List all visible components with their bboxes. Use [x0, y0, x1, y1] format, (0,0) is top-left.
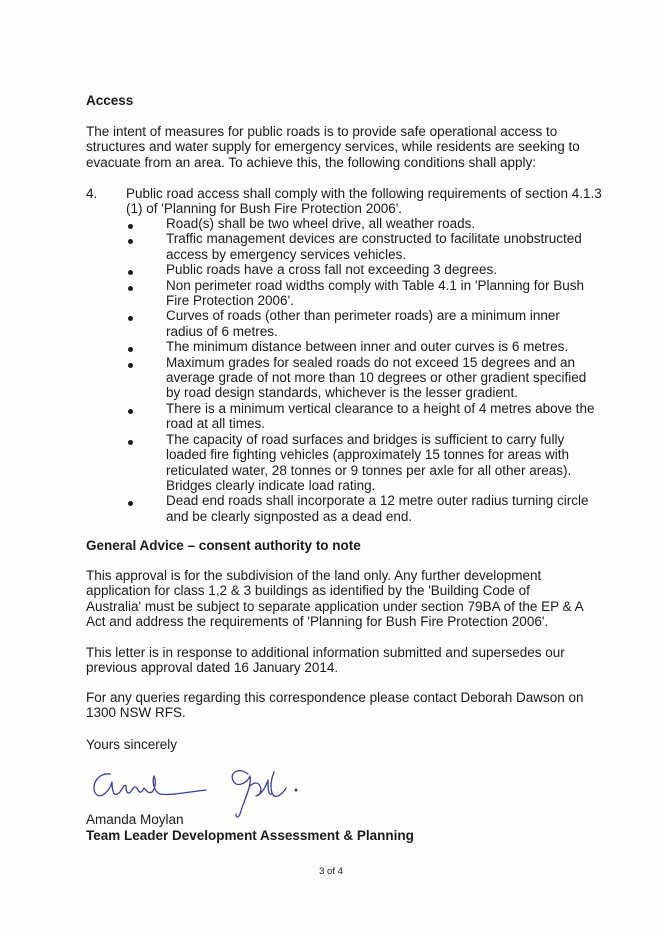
general-advice-paragraph-2: This letter is in response to additional information submitted and supersedes our previous approval dated 16 January 2014.	[86, 645, 565, 676]
signatory-name: Amanda Moylan	[86, 812, 184, 827]
list-item: Maximum grades for sealed roads do not exceed 15 degrees and an average grade of not more than 10 degrees or other gradient specified by road design standards, whichever is the lesser gradient.	[126, 355, 598, 401]
list-item: The capacity of road surfaces and bridges is sufficient to carry fully loaded fire fighting vehicles (approximately 15 tonnes for areas with reticulated water, 28 tonnes or 9 tonnes per axle for all other areas). Bridges clearly indicate load rating.	[126, 432, 598, 494]
list-item: The minimum distance between inner and outer curves is 6 metres.	[126, 339, 598, 354]
access-heading: Access	[86, 93, 134, 108]
list-item: Non perimeter road widths comply with Table 4.1 in 'Planning for Bush Fire Protection 2006'.	[126, 278, 598, 309]
general-advice-paragraph-1: This approval is for the subdivision of the land only. Any further development application for class 1,2 & 3 buildings as identified by the 'Building Code of Australia' must be subject to separate application under section 79BA of the EP & A Act and address the requirements of 'Planning for Bush Fire Protection 2006'.	[86, 568, 583, 630]
list-item: Curves of roads (other than perimeter roads) are a minimum inner radius of 6 metres.	[126, 308, 598, 339]
list-item: Dead end roads shall incorporate a 12 metre outer radius turning circle and be clearly signposted as a dead end.	[126, 493, 598, 524]
general-advice-heading: General Advice – consent authority to note	[86, 538, 361, 553]
list-item: Road(s) shall be two wheel drive, all weather roads.	[126, 216, 598, 231]
page-number: 3 of 4	[319, 866, 343, 877]
condition-intro: Public road access shall comply with the following requirements of section 4.1.3 (1) of 'Planning for Bush Fire Protection 2006'.	[126, 186, 602, 217]
condition-bullet-list	[126, 216, 598, 524]
salutation: Yours sincerely	[86, 737, 178, 752]
list-item: There is a minimum vertical clearance to a height of 4 metres above the road at all times.	[126, 401, 598, 432]
list-item: Public roads have a cross fall not exceeding 3 degrees.	[126, 262, 598, 277]
general-advice-paragraph-3: For any queries regarding this correspondence please contact Deborah Dawson on 1300 NSW RFS.	[86, 690, 584, 721]
access-intro: The intent of measures for public roads is to provide safe operational access to structures and water supply for emergency services, while residents are seeking to evacuate from an area. To achieve this, the following conditions shall apply:	[86, 124, 580, 170]
signatory-title: Team Leader Development Assessment & Planning	[86, 828, 414, 843]
condition-number: 4.	[86, 186, 98, 201]
list-item: Traffic management devices are constructed to facilitate unobstructed access by emergency services vehicles.	[126, 231, 598, 262]
